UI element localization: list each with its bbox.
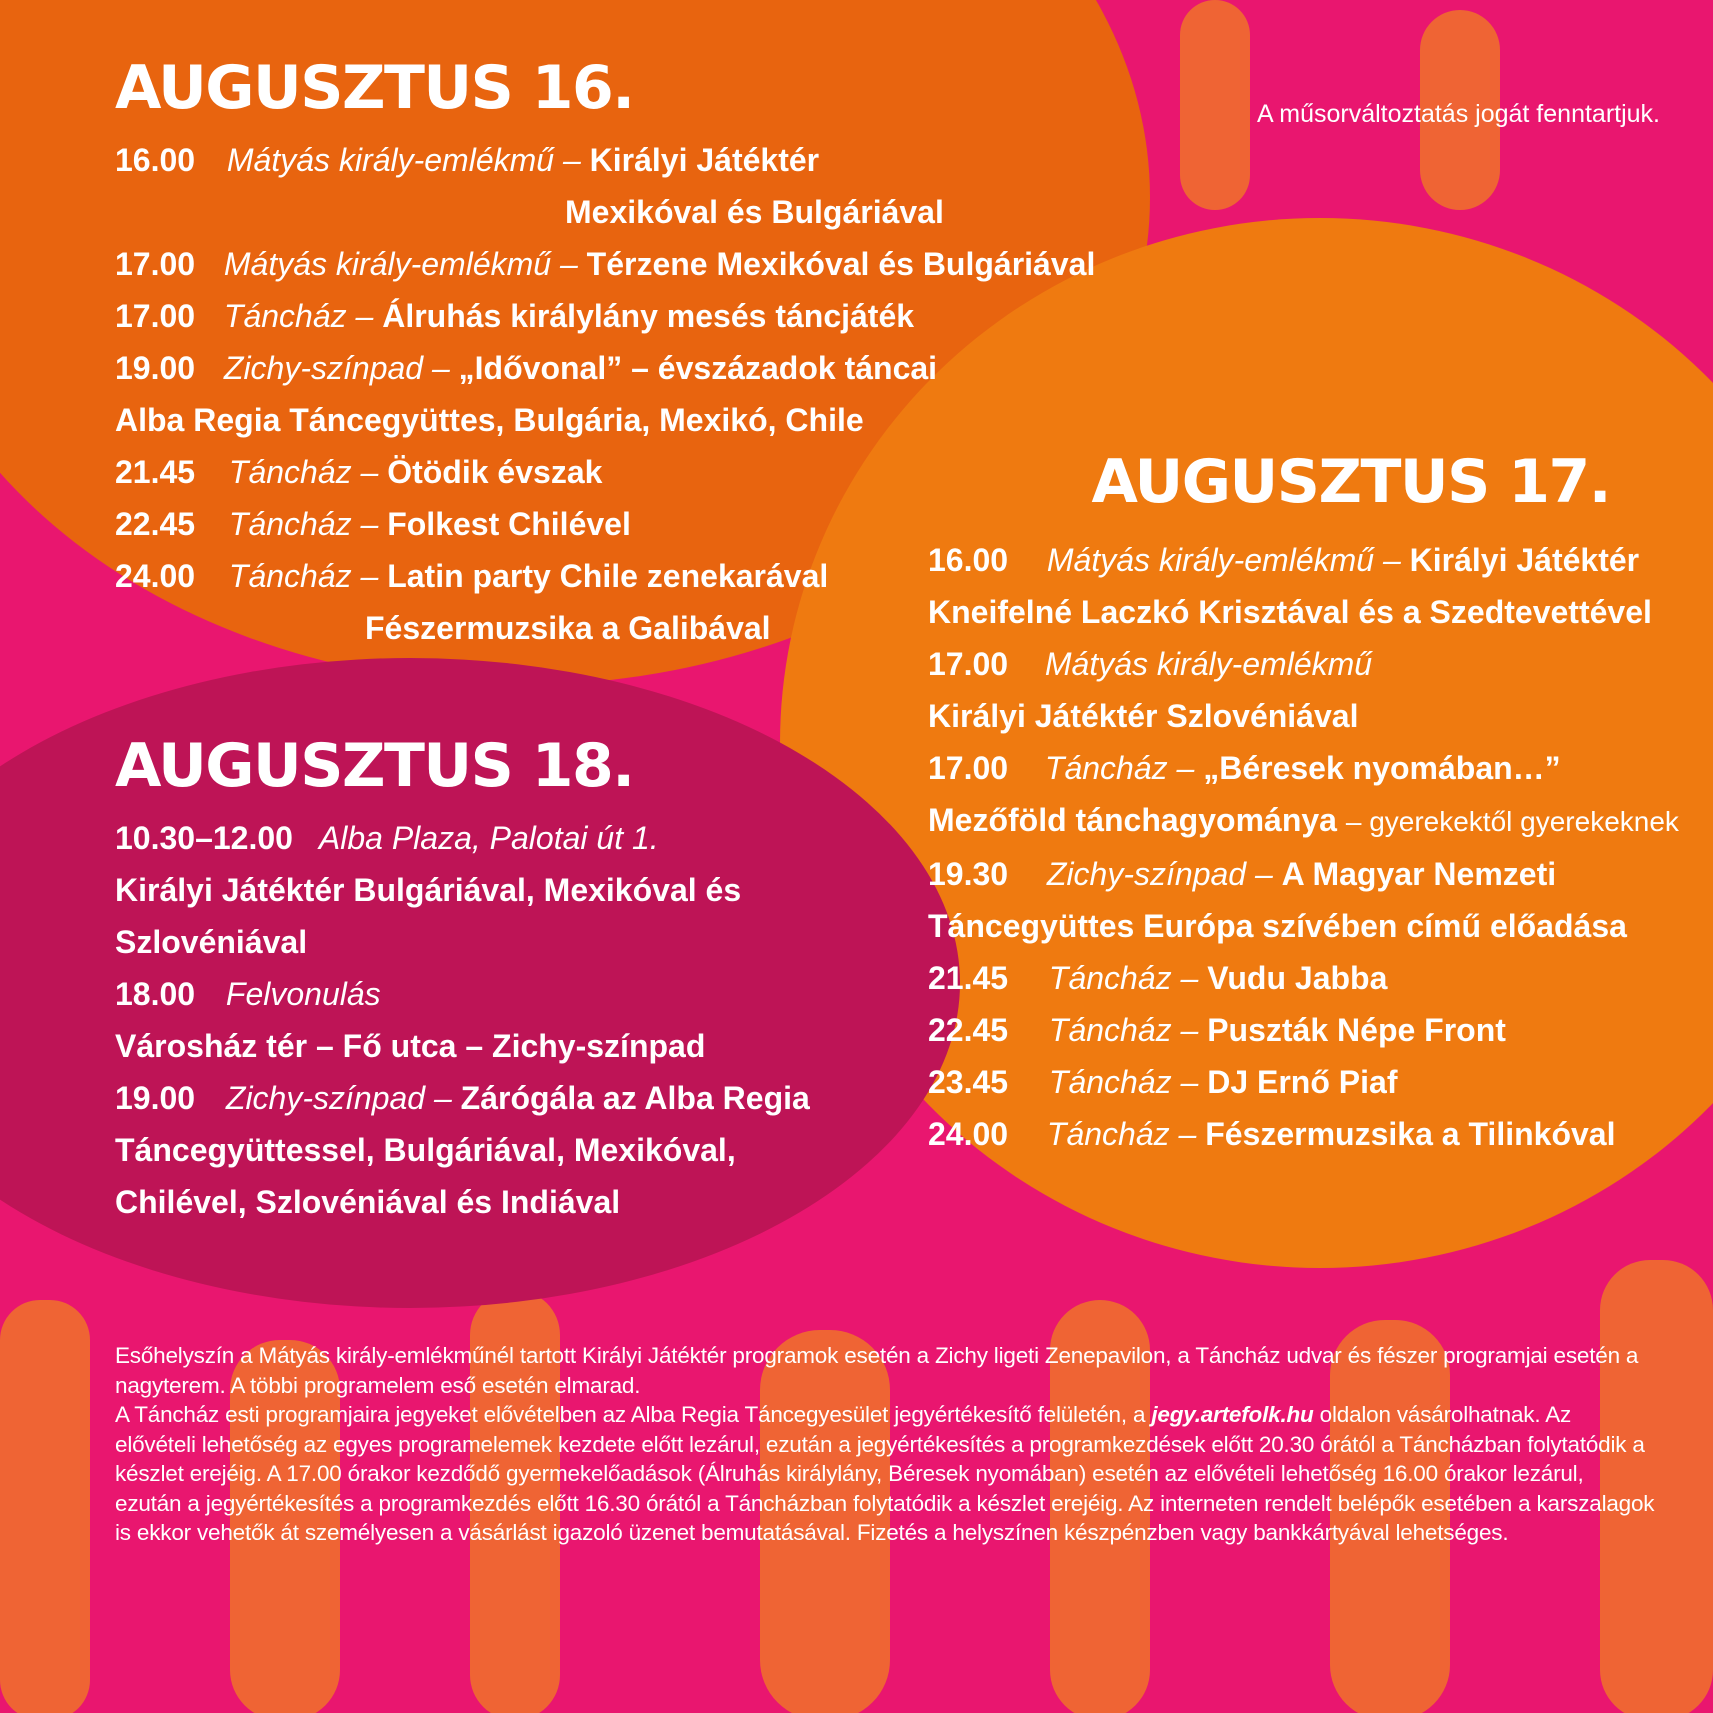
event-venue: Zichy-színpad – xyxy=(1046,856,1273,892)
aug17-title-wrap xyxy=(1091,447,1610,517)
event-venue: Táncház – xyxy=(1044,750,1195,786)
aug17-panel xyxy=(928,534,1679,1160)
aug18-event-1-cont2: Szlovéniával xyxy=(115,924,308,960)
event-time: 19.30 xyxy=(928,856,1009,892)
aug18-event-2-cont: Városház tér – Fő utca – Zichy-színpad xyxy=(115,1028,706,1064)
aug17-event-2 xyxy=(928,638,1679,690)
event-venue: Mátyás király-emlékmű – xyxy=(223,246,578,282)
aug18-event-3-cont2: Chilével, Szlovéniával és Indiával xyxy=(115,1184,621,1220)
event-venue: Zichy-színpad – xyxy=(225,1080,452,1116)
event-venue: Táncház – xyxy=(1046,1116,1197,1152)
aug17-event-4-cont: Táncegyüttes Európa szívében című előadása xyxy=(928,908,1627,944)
aug18-panel xyxy=(115,731,810,1228)
aug18-event-1 xyxy=(115,812,810,864)
event-time: 19.00 xyxy=(115,350,196,386)
event-act: DJ Ernő Piaf xyxy=(1207,1064,1398,1100)
aug17-event-4 xyxy=(928,848,1679,900)
event-venue: Táncház – xyxy=(228,558,379,594)
event-act: Fészermuzsika a Tilinkóval xyxy=(1205,1116,1616,1152)
event-time: 22.45 xyxy=(928,1012,1009,1048)
event-act: Ötödik évszak xyxy=(387,454,603,490)
event-time: 23.45 xyxy=(928,1064,1009,1100)
event-time: 16.00 xyxy=(928,542,1009,578)
event-note: – gyerekektől gyerekeknek xyxy=(1345,806,1679,837)
event-time: 24.00 xyxy=(115,558,196,594)
aug17-event-6 xyxy=(928,1004,1679,1056)
ticket-info-before: A Táncház esti programjaira jegyeket elővételben az Alba Regia Táncegyesület jegyértékesítő felületén, a xyxy=(115,1402,1152,1427)
aug17-event-3 xyxy=(928,742,1679,794)
event-time: 10.30–12.00 xyxy=(115,820,293,856)
aug17-event-1-cont: Kneifelné Laczkó Krisztával és a Szedtevettével xyxy=(928,594,1652,630)
event-act: Álruhás királylány mesés táncjáték xyxy=(382,298,915,334)
aug16-event-7-cont: Fészermuzsika a Galibával xyxy=(365,610,771,646)
event-time: 17.00 xyxy=(115,298,196,334)
aug16-title: AUGUSZTUS 16. xyxy=(115,53,634,123)
event-venue: Táncház – xyxy=(1048,1012,1199,1048)
event-time: 24.00 xyxy=(928,1116,1009,1152)
aug17-event-5 xyxy=(928,952,1679,1004)
event-act: „Idővonal” – évszázadok táncai xyxy=(458,350,938,386)
event-time: 19.00 xyxy=(115,1080,196,1116)
event-act: Királyi Játéktér xyxy=(1409,542,1640,578)
event-venue: Mátyás király-emlékmű – xyxy=(226,142,581,178)
program-change-notice: A műsorváltoztatás jogát fenntartjuk. xyxy=(1257,100,1660,128)
ticket-site-link[interactable]: jegy.artefolk.hu xyxy=(1151,1402,1314,1427)
aug16-event-1 xyxy=(115,134,1095,186)
ticket-info-text xyxy=(115,1400,1655,1548)
event-venue: Zichy-színpad – xyxy=(223,350,450,386)
event-act: Zárógála az Alba Regia xyxy=(460,1080,810,1116)
event-venue: Táncház – xyxy=(1048,1064,1199,1100)
aug17-event-3-cont xyxy=(928,794,1679,848)
event-act: Vudu Jabba xyxy=(1207,960,1388,996)
event-venue: Táncház – xyxy=(228,454,379,490)
event-venue: Táncház – xyxy=(1048,960,1199,996)
aug16-event-3 xyxy=(115,290,1095,342)
event-act: Térzene Mexikóval és Bulgáriával xyxy=(586,246,1096,282)
event-venue: Alba Plaza, Palotai út 1. xyxy=(318,820,659,856)
aug16-event-4-cont: Alba Regia Táncegyüttes, Bulgária, Mexikó, Chile xyxy=(115,402,864,438)
event-time: 16.00 xyxy=(115,142,196,178)
footer-info xyxy=(115,1341,1655,1548)
event-venue: Mátyás király-emlékmű – xyxy=(1046,542,1401,578)
aug18-event-3 xyxy=(115,1072,810,1124)
event-time: 21.45 xyxy=(928,960,1009,996)
event-time: 21.45 xyxy=(115,454,196,490)
event-time: 17.00 xyxy=(928,646,1009,682)
event-act-cont: Mezőföld tánchagyománya xyxy=(928,802,1337,838)
aug18-event-3-cont: Táncegyüttessel, Bulgáriával, Mexikóval, xyxy=(115,1132,736,1168)
rain-location-text: Esőhelyszín a Mátyás király-emlékműnél tartott Királyi Játéktér programok esetén a Zichy ligeti Zenepavilon, a Táncház udvar és fészer programjai esetén a nagyterem. A többi programelem eső esetén elmarad. xyxy=(115,1343,1639,1398)
event-act: Folkest Chilével xyxy=(387,506,631,542)
aug18-event-1-cont: Királyi Játéktér Bulgáriával, Mexikóval és xyxy=(115,872,742,908)
aug16-event-2 xyxy=(115,238,1095,290)
event-venue: Táncház – xyxy=(228,506,379,542)
event-time: 22.45 xyxy=(115,506,196,542)
event-time: 18.00 xyxy=(115,976,196,1012)
event-venue: Mátyás király-emlékmű xyxy=(1044,646,1373,682)
aug17-event-1 xyxy=(928,534,1679,586)
event-act: Latin party Chile zenekarával xyxy=(387,558,829,594)
event-time: 17.00 xyxy=(115,246,196,282)
event-time: 17.00 xyxy=(928,750,1009,786)
aug17-event-2-cont: Királyi Játéktér Szlovéniával xyxy=(928,698,1359,734)
aug17-title: AUGUSZTUS 17. xyxy=(1091,447,1610,517)
aug17-event-8 xyxy=(928,1108,1679,1160)
aug16-event-4 xyxy=(115,342,1095,394)
aug17-event-7 xyxy=(928,1056,1679,1108)
event-venue: Felvonulás xyxy=(225,976,381,1012)
aug16-event-1-cont: Mexikóval és Bulgáriával xyxy=(565,194,944,230)
aug18-event-2 xyxy=(115,968,810,1020)
event-act: A Magyar Nemzeti xyxy=(1281,856,1557,892)
ticket-info-after: oldalon vásárolhatnak. Az elővételi lehetőség az egyes programelemek kezdete előtt lezárul, ezután a jegyértékesítés a programkezdések előtt 20.30 órától a Táncházban folytatódik a készlet erejéig. A 17.00 órakor kezdődő gyermekelőadások (Álruhás királylány, Béresek nyomában) esetén az elővételi lehetőség 16.00 órakor lezárul, ezután a jegyértékesítés a programkezdés előtt 16.30 órától a Táncházban folytatódik a készlet erejéig. Az interneten rendelt belépők esetében a karszalagok is ekkor vehetők át személyesen a vásárlást igazoló üzenet bemutatásával. Fizetés a helyszínen készpénzben vagy bankkártyával lehetséges. xyxy=(115,1402,1655,1545)
event-act: „Béresek nyomában…” xyxy=(1203,750,1561,786)
event-venue: Táncház – xyxy=(223,298,374,334)
aug18-title: AUGUSZTUS 18. xyxy=(115,731,634,801)
aug16-event-5 xyxy=(115,446,1095,498)
event-act: Puszták Népe Front xyxy=(1207,1012,1506,1048)
event-act: Királyi Játéktér xyxy=(589,142,820,178)
